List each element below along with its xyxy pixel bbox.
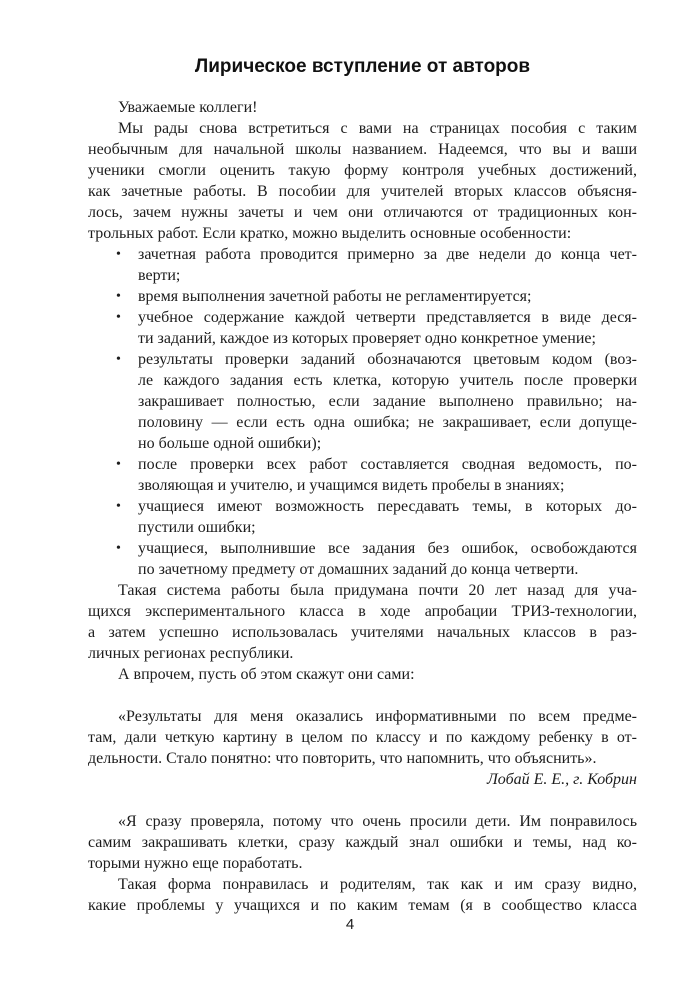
bullet-text: ле каждого задания есть клетка, которую учитель после проверки — [138, 372, 637, 389]
text-line — [88, 370, 637, 391]
bullet-icon: • — [116, 310, 121, 325]
text-line: трольных работ. Если кратко, можно выделить основные особенности: — [88, 225, 572, 242]
paragraph — [88, 811, 637, 874]
text-line: Лобай Е. Е., г. Кобрин — [486, 771, 637, 788]
bullet-icon: • — [116, 499, 121, 514]
text-line: самим закрашивать клетки, сразу каждый знал ошибки и темы, над ко- — [88, 834, 637, 851]
text-line — [88, 265, 637, 286]
text-line — [88, 244, 637, 265]
text-line: ученики смогли оценить такую форму контроля учебных достижений, — [88, 162, 637, 179]
text-line: щихся экспериментального класса в ходе апробации ТРИЗ-технологии, — [88, 603, 637, 620]
text-line: Такая система работы была придумана почти 20 лет назад для уча- — [118, 582, 637, 599]
text-line — [88, 412, 637, 433]
paragraph — [88, 580, 637, 664]
blank-line — [88, 790, 637, 811]
text-line: там, дали четкую картину в целом по классу и по каждому ребенку в от- — [88, 729, 637, 746]
text-line — [88, 475, 637, 496]
text-line: как зачетные работы. В пособии для учителей вторых классов объясня- — [88, 183, 637, 200]
text-line: дельности. Стало понятно: что повторить, что напомнить, что объяснить». — [88, 750, 597, 767]
bullet-icon: • — [116, 352, 121, 367]
bullet-icon: • — [116, 247, 121, 262]
bullet-icon: • — [116, 289, 121, 304]
text-line: Мы рады снова встретиться с вами на страницах пособия с таким — [118, 120, 637, 137]
text-line: лось, зачем нужны зачеты и чем они отличаются от традиционных кон- — [88, 204, 637, 221]
bullet-text: по зачетному предмету от домашних заданий до конца четверти. — [138, 561, 579, 578]
text-line: А впрочем, пусть об этом скажут они сами: — [118, 666, 415, 683]
bullet-text: учебное содержание каждой четверти представляется в виде деся- — [138, 309, 637, 326]
bullet-text: пустили ошибки; — [138, 519, 256, 536]
page-number: 4 — [345, 916, 355, 933]
bullet-text: учащиеся, выполнившие все задания без ошибок, освобождаются — [138, 540, 637, 557]
text-line: Уважаемые коллеги! — [118, 99, 258, 116]
text-line — [88, 538, 637, 559]
text-line — [88, 433, 637, 454]
text-line: «Результаты для меня оказались информативными по всем предме- — [118, 708, 637, 725]
bullet-text: верти; — [138, 267, 181, 284]
text-line — [88, 391, 637, 412]
text-line: торыми нужно еще поработать. — [88, 855, 303, 872]
text-line — [88, 307, 637, 328]
text-line — [88, 286, 637, 307]
bullet-item — [88, 349, 637, 454]
bullet-text: ти заданий, каждое из которых проверяет одно конкретное умение; — [138, 330, 596, 347]
page-title: Лирическое вступление от авторов — [194, 56, 531, 77]
bullet-text: закрашивает полностью, если задание выполнено правильно; на- — [138, 393, 637, 410]
bullet-item — [88, 496, 637, 538]
text-line: Такая форма понравилась и родителям, так как и им сразу видно, — [118, 876, 637, 893]
bullet-item — [88, 244, 637, 286]
blank-line — [88, 685, 637, 706]
paragraph — [88, 664, 637, 685]
bullet-icon: • — [116, 541, 121, 556]
text-line — [88, 328, 637, 349]
paragraph — [88, 874, 637, 916]
bullet-item — [88, 454, 637, 496]
bullet-item — [88, 538, 637, 580]
text-line: какие проблемы у учащихся и по каким темам (я в сообщество класса — [88, 897, 637, 914]
text-line — [88, 496, 637, 517]
text-line: личных регионах республики. — [88, 645, 294, 662]
bullet-text: после проверки всех работ составляется сводная ведомость, по- — [138, 456, 637, 473]
bullet-icon: • — [116, 457, 121, 472]
text-line: необычным для начальной школы названием. Надеемся, что вы и ваши — [88, 141, 637, 158]
text-line — [88, 454, 637, 475]
quote-signature — [88, 769, 637, 790]
bullet-text: время выполнения зачетной работы не регламентируется; — [138, 288, 532, 305]
document-body — [88, 97, 637, 916]
bullet-item — [88, 307, 637, 349]
bullet-text: результаты проверки заданий обозначаются цветовым кодом (воз- — [138, 351, 637, 368]
bullet-text: зачетная работа проводится примерно за две недели до конца чет- — [138, 246, 637, 263]
text-block — [88, 54, 637, 916]
text-line: «Я сразу проверяла, потому что очень просили дети. Им понравилось — [118, 813, 637, 830]
bullet-item — [88, 286, 637, 307]
paragraph — [88, 706, 637, 769]
paragraph — [88, 118, 637, 244]
bullet-text: учащиеся имеют возможность пересдавать темы, в которых до- — [138, 498, 637, 515]
text-line — [88, 559, 637, 580]
paragraph — [88, 97, 637, 118]
bullet-text: но больше одной ошибки); — [138, 435, 322, 452]
bullet-text: половину — если есть одна ошибка; не закрашивает, если допуще- — [138, 414, 637, 431]
text-line — [88, 517, 637, 538]
text-line: а затем успешно использовалась учителями начальных классов в раз- — [88, 624, 637, 641]
bullet-text: зволяющая и учителю, и учащимся видеть пробелы в знаниях; — [138, 477, 565, 494]
text-line — [88, 349, 637, 370]
